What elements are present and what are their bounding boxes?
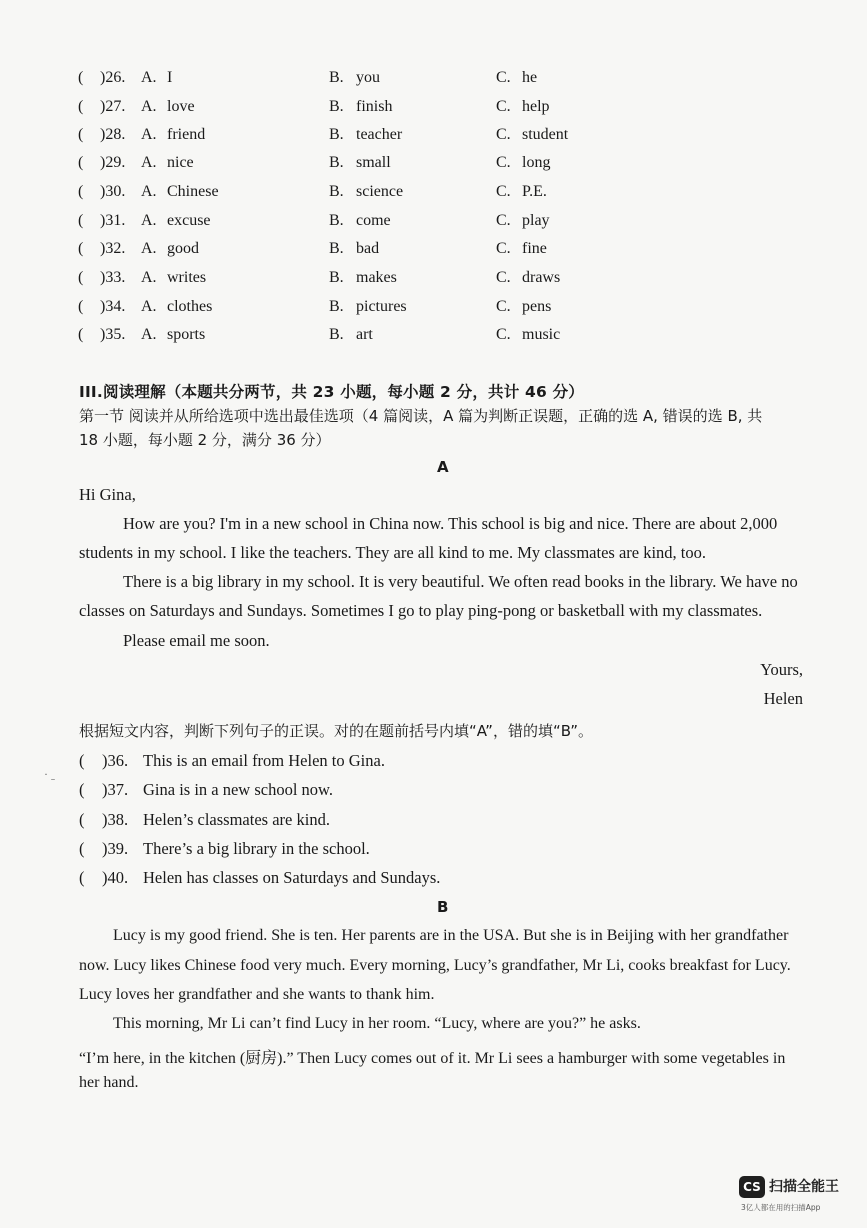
answer-paren: ( — [78, 269, 84, 286]
option-c: draws — [522, 269, 561, 286]
option-c-label: C. — [496, 212, 511, 229]
question-number: )37. — [102, 780, 129, 799]
question-number: )26. — [100, 69, 126, 86]
mcq-row — [0, 98, 867, 126]
option-b-label: B. — [329, 154, 344, 171]
question-number: )29. — [100, 154, 126, 171]
mcq-row — [0, 212, 867, 240]
letter-greeting: Hi Gina, — [79, 485, 136, 504]
option-b-label: B. — [329, 212, 344, 229]
passage-line: Lucy loves her grandfather and she wants to thank him. — [79, 986, 435, 1003]
option-c: pens — [522, 298, 552, 315]
tf-instruction: 根据短文内容，判断下列句子的正误。对的在题前括号内填“A”，错的填“B”。 — [79, 722, 593, 740]
question-number: )32. — [100, 240, 126, 257]
option-c: fine — [522, 240, 547, 257]
option-b-label: B. — [329, 240, 344, 257]
passage-line: How are you? I'm in a new school in China now. This school is big and nice. There are about 2,000 — [123, 514, 778, 533]
option-c-label: C. — [496, 69, 511, 86]
option-a-label: A. — [141, 98, 157, 115]
answer-paren: ( — [78, 240, 84, 257]
option-b: come — [356, 212, 391, 229]
question-number: )40. — [102, 868, 129, 887]
answer-paren: ( — [78, 126, 84, 143]
option-a-label: A. — [141, 298, 157, 315]
answer-paren: ( — [78, 69, 84, 86]
answer-paren: ( — [79, 780, 85, 799]
passage-line: her hand. — [79, 1074, 139, 1091]
scanner-watermark — [739, 1176, 849, 1216]
answer-paren: ( — [79, 839, 85, 858]
option-b: teacher — [356, 126, 403, 143]
answer-paren: ( — [78, 326, 84, 343]
answer-paren: ( — [78, 183, 84, 200]
question-number: )35. — [100, 326, 126, 343]
passage-line: classes on Saturdays and Sundays. Sometimes I go to play ping-pong or basketball with my classmates. — [79, 601, 763, 620]
question-number: )31. — [100, 212, 126, 229]
mcq-row — [0, 269, 867, 297]
option-b: finish — [356, 98, 393, 115]
question-number: )33. — [100, 269, 126, 286]
option-b-label: B. — [329, 69, 344, 86]
option-c: music — [522, 326, 561, 343]
tf-row — [0, 780, 867, 808]
passage-line: There is a big library in my school. It is very beautiful. We often read books in the library. We have no — [123, 572, 798, 591]
option-b: makes — [356, 269, 397, 286]
letter-closing: Yours, — [760, 660, 803, 679]
section-subtitle-cont: 18 小题，每小题 2 分，满分 36 分） — [79, 431, 331, 449]
letter-signature: Helen — [763, 689, 803, 708]
option-a: excuse — [167, 212, 211, 229]
answer-paren: ( — [78, 298, 84, 315]
option-b: pictures — [356, 298, 407, 315]
option-a-label: A. — [141, 154, 157, 171]
option-c: he — [522, 69, 538, 86]
option-a-label: A. — [141, 69, 157, 86]
scan-mark: · ˍ — [44, 767, 55, 781]
question-text: Helen’s classmates are kind. — [143, 810, 330, 829]
option-b: art — [356, 326, 373, 343]
option-a: Chinese — [167, 183, 219, 200]
question-number: )30. — [100, 183, 126, 200]
answer-paren: ( — [78, 212, 84, 229]
option-c-label: C. — [496, 183, 511, 200]
answer-paren: ( — [78, 154, 84, 171]
tf-row — [0, 868, 867, 896]
tf-row — [0, 751, 867, 779]
option-a: clothes — [167, 298, 213, 315]
option-b: science — [356, 183, 404, 200]
answer-paren: ( — [78, 98, 84, 115]
option-c-label: C. — [496, 269, 511, 286]
mcq-row — [0, 240, 867, 268]
passage-line: Lucy is my good friend. She is ten. Her parents are in the USA. But she is in Beijing with her grandfather — [113, 927, 789, 944]
watermark-app-name: 扫描全能王 — [769, 1179, 839, 1195]
passage-line: Please email me soon. — [123, 631, 270, 650]
passage-line: students in my school. I like the teachers. They are all kind to me. My classmates are kind, too. — [79, 543, 706, 562]
option-b: small — [356, 154, 391, 171]
passage-line: now. Lucy likes Chinese food very much. Every morning, Lucy’s grandfather, Mr Li, cooks breakfast for Lucy. — [79, 957, 791, 974]
question-number: )27. — [100, 98, 126, 115]
option-a: sports — [167, 326, 206, 343]
mcq-row — [0, 154, 867, 182]
question-text: This is an email from Helen to Gina. — [143, 751, 385, 770]
section-subtitle: 第一节 阅读并从所给选项中选出最佳选项（4 篇阅读，A 篇为判断正误题，正确的选 A, 错误的选 B, 共 — [79, 407, 763, 425]
option-b-label: B. — [329, 98, 344, 115]
mcq-row — [0, 326, 867, 354]
option-b-label: B. — [329, 269, 344, 286]
tf-row — [0, 810, 867, 838]
option-c-label: C. — [496, 154, 511, 171]
answer-paren: ( — [79, 810, 85, 829]
option-a: friend — [167, 126, 206, 143]
question-text: Helen has classes on Saturdays and Sundays. — [143, 868, 441, 887]
option-c: play — [522, 212, 550, 229]
option-c: long — [522, 154, 551, 171]
answer-paren: ( — [79, 751, 85, 770]
question-number: )39. — [102, 839, 129, 858]
passage-a-heading: A — [437, 458, 449, 476]
question-text: There’s a big library in the school. — [143, 839, 370, 858]
camscanner-logo-icon: CS — [739, 1176, 765, 1198]
question-text: Gina is in a new school now. — [143, 780, 334, 799]
option-c: student — [522, 126, 569, 143]
question-number: )36. — [102, 751, 129, 770]
option-c: P.E. — [522, 183, 547, 200]
option-b-label: B. — [329, 183, 344, 200]
option-a: I — [167, 69, 173, 86]
option-c-label: C. — [496, 240, 511, 257]
watermark-tagline: 3亿人都在用的扫描App — [741, 1203, 821, 1212]
option-a: good — [167, 240, 199, 257]
option-c-label: C. — [496, 98, 511, 115]
question-number: )28. — [100, 126, 126, 143]
option-c-label: C. — [496, 326, 511, 343]
passage-line: This morning, Mr Li can’t find Lucy in her room. “Lucy, where are you?” he asks. — [113, 1015, 641, 1032]
question-number: )38. — [102, 810, 129, 829]
option-a-label: A. — [141, 269, 157, 286]
option-a-label: A. — [141, 240, 157, 257]
option-b-label: B. — [329, 298, 344, 315]
option-c-label: C. — [496, 298, 511, 315]
option-b-label: B. — [329, 126, 344, 143]
option-b: you — [356, 69, 380, 86]
mcq-row — [0, 183, 867, 211]
option-a: love — [167, 98, 195, 115]
option-a-label: A. — [141, 126, 157, 143]
section-title: III.阅读理解（本题共分两节，共 23 小题，每小题 2 分，共计 46 分） — [79, 383, 584, 401]
option-c: help — [522, 98, 550, 115]
option-a-label: A. — [141, 326, 157, 343]
passage-line: “I’m here, in the kitchen (厨房).” Then Lucy comes out of it. Mr Li sees a hamburger with some vegetables in — [79, 1050, 786, 1067]
option-a: writes — [167, 269, 207, 286]
mcq-row — [0, 126, 867, 154]
option-c-label: C. — [496, 126, 511, 143]
mcq-row — [0, 298, 867, 326]
option-b: bad — [356, 240, 380, 257]
tf-row — [0, 839, 867, 867]
question-number: )34. — [100, 298, 126, 315]
option-a-label: A. — [141, 212, 157, 229]
option-a-label: A. — [141, 183, 157, 200]
option-b-label: B. — [329, 326, 344, 343]
mcq-row — [0, 69, 867, 97]
option-a: nice — [167, 154, 194, 171]
passage-b-heading: B — [437, 898, 449, 916]
answer-paren: ( — [79, 868, 85, 887]
